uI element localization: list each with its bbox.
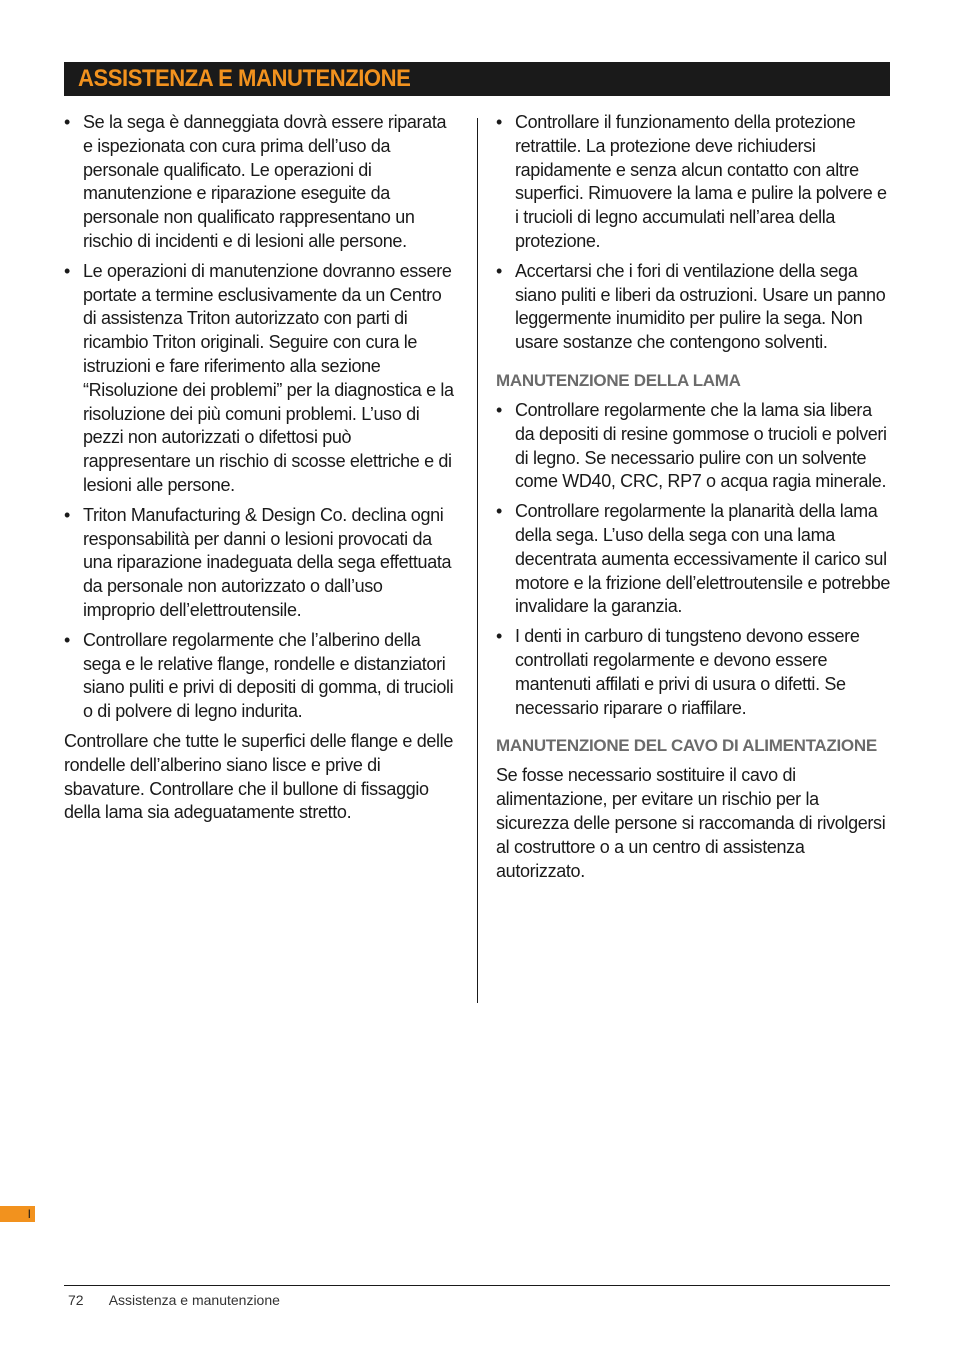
cable-maintenance-heading: MANUTENZIONE DEL CAVO DI ALIMENTAZIONE bbox=[496, 736, 877, 756]
column-divider bbox=[477, 118, 478, 1003]
bullet-icon: • bbox=[64, 260, 70, 281]
page-number: 72 bbox=[68, 1292, 84, 1308]
list-item: • Controllare regolarmente che l’alberino della sega e le relative flange, rondelle e distanziatori siano puliti e privi di depositi di gomma, di trucioli o di polvere di legno indurita. bbox=[64, 629, 454, 722]
bullet-icon: • bbox=[496, 399, 502, 420]
footer bbox=[68, 1290, 280, 1310]
section-title: ASSISTENZA E MANUTENZIONE bbox=[78, 65, 411, 92]
list-item: • Controllare regolarmente la planarità della lama della sega. L’uso della sega con una lama decentrata aumenta eccessivamente il carico sul motore e la frizione dell’elettroutensile e potrebbe invalidare la garanzia. bbox=[496, 501, 891, 617]
bullet-icon: • bbox=[64, 629, 70, 650]
bullet-icon: • bbox=[64, 504, 70, 525]
list-item: • I denti in carburo di tungsteno devono essere controllati regolarmente e devono essere mantenuti affilati e privi di usura o difetti. Se necessario riparare o riaffilare. bbox=[496, 626, 860, 718]
left-column bbox=[64, 111, 459, 831]
footer-rule bbox=[64, 1285, 890, 1286]
list-item: • Controllare il funzionamento della protezione retrattile. La protezione deve richiudersi rapidamente e senza alcun contatto con altre superfici. Rimuovere la lama e pulire la polvere e i trucioli di legno accumulati nell’area della protezione. bbox=[496, 112, 887, 251]
footer-section-title: Assistenza e manutenzione bbox=[108, 1292, 280, 1308]
list-item: • Controllare regolarmente che la lama sia libera da depositi di resine gommose o trucioli e polveri di legno. Se necessario pulire con un solvente come WD40, CRC, RP7 o acqua ragia minerale. bbox=[496, 399, 887, 492]
list-item: • Accertarsi che i fori di ventilazione della sega siano puliti e liberi da ostruzioni. Usare un panno leggermente inumidito per pulire la sega. Non usare sostanze che contengono solventi. bbox=[496, 260, 886, 353]
bullet-icon: • bbox=[496, 112, 502, 132]
list-item: • Se la sega è danneggiata dovrà essere riparata e ispezionata con cura prima dell’uso da personale qualificato. Le operazioni di manutenzione e riparazione eseguite da personale non qualificato rappresentano un rischio di incidenti e di lesioni alle persone. bbox=[64, 112, 447, 251]
blade-bullet-list bbox=[496, 399, 891, 720]
left-bullet-list bbox=[64, 111, 459, 724]
right-column bbox=[496, 111, 891, 889]
blade-maintenance-heading: MANUTENZIONE DELLA LAMA bbox=[496, 370, 741, 390]
bullet-icon: • bbox=[64, 112, 70, 132]
body-paragraph: Se fosse necessario sostituire il cavo di alimentazione, per evitare un rischio per la sicurezza delle persone si raccomanda di rivolgersi al costruttore o a un centro di assistenza autorizzato. bbox=[496, 765, 886, 881]
body-paragraph: Controllare che tutte le superfici delle flange e delle rondelle dell’alberino siano lisce e prive di sbavature. Controllare che il bullone di fissaggio della lama sia adeguatamente stretto. bbox=[64, 730, 453, 823]
language-tab bbox=[0, 1206, 35, 1222]
right-bullet-list bbox=[496, 111, 891, 355]
bullet-icon: • bbox=[496, 626, 502, 647]
bullet-icon: • bbox=[496, 260, 502, 281]
section-header-bar bbox=[64, 62, 890, 96]
bullet-icon: • bbox=[496, 501, 502, 522]
language-tab-label: I bbox=[27, 1207, 31, 1221]
list-item: • Triton Manufacturing & Design Co. declina ogni responsabilità per danni o lesioni provocati da una riparazione inadeguata della sega effettuata da personale non autorizzato o dall’uso improprio dell’elettroutensile. bbox=[64, 504, 452, 620]
list-item: • Le operazioni di manutenzione dovranno essere portate a termine esclusivamente da un Centro di assistenza Triton autorizzato con parti di ricambio Triton originali. Seguire con cura le istruzioni e fare riferimento alla sezione “Risoluzione dei problemi” per la diagnostica e la risoluzione dei più comuni problemi. L’uso di pezzi non autorizzati o difettosi può rappresentare un rischio di scosse elettriche e di lesioni alle persone. bbox=[64, 260, 454, 495]
